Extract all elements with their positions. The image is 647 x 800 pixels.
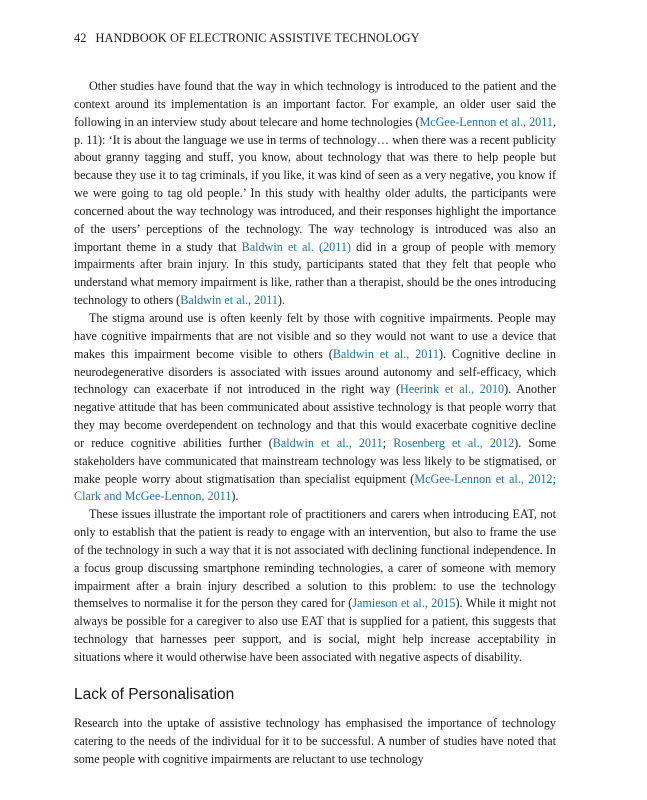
text-run: ; bbox=[382, 435, 394, 450]
citation-link[interactable]: McGee-Lennon et al., 2012; Clark and McGee-Lennon, 2011 bbox=[74, 471, 556, 504]
citation-link[interactable]: Baldwin et al. (2011) bbox=[241, 239, 351, 254]
text-run: The stigma around use is often keenly felt by those with cognitive impairments. People may have cognitive impairments that are not visible and so they would not want to use a device that makes this impairment become visible to others ( bbox=[74, 310, 556, 361]
text-run: Other studies have found that the way in which technology is introduced to the patient and the context around its implementation is an important factor. For example, an older user said the following in an interview study about telecare and home technologies ( bbox=[74, 79, 556, 129]
citation-link[interactable]: Jamieson et al., 2015 bbox=[352, 596, 456, 611]
citation-link[interactable]: Rosenberg et al., 2012 bbox=[393, 435, 515, 450]
citation-link[interactable]: McGee-Lennon et al., 2011 bbox=[419, 114, 553, 129]
text-run: , p. 11): ‘It is about the language we use in terms of technology… when there was a recent publicity about granny tagging and stuff, you know, about technology that was there to help people but because they use it to tag criminals, if you like, it was kind of seen as a very negative, you know if we were going to tag old people.’ In this study with healthy older adults, the participants were concerned about the way technology was introduced, and their responses highlight the importance of the users’ perceptions of the technology. The way technology is introduced was also an important theme in a study that bbox=[74, 114, 556, 254]
section-heading: Lack of Personalisation bbox=[74, 685, 235, 703]
text-run: These issues illustrate the important role of practitioners and carers when introducing EAT, not only to establish that the patient is ready to engage with an intervention, but also to frame the use of the technology in such a way that it is not associated with declining functional independence. In a focus group discussing smartphone reminding technologies, a carer of someone with memory impairment after a brain injury described a solution to this problem: to use the technology themselves to normalise it for the person they cared for ( bbox=[74, 507, 556, 611]
book-title: HANDBOOK OF ELECTRONIC ASSISTIVE TECHNOLOGY bbox=[95, 31, 420, 45]
text-run: ). bbox=[277, 293, 285, 308]
text-run: ). Another negative attitude that has been communicated about assistive technology is that people worry that they may become overdependent on technology and that this would exacerbate cognitive decline or reduce cognitive abilities further ( bbox=[74, 382, 556, 450]
text-run: did in a group of people with memory impairments after brain injury. In this study, participants stated that they felt that people who understand what memory impairment is like, rather than a therapist, should be the ones introducing technology to others ( bbox=[74, 239, 557, 308]
citation-link[interactable]: Baldwin et al., 2011 bbox=[272, 435, 383, 450]
paragraph-3 bbox=[74, 506, 556, 667]
body-text bbox=[74, 78, 556, 768]
paragraph-2 bbox=[74, 310, 556, 506]
text-run: ). Some stakeholders have communicated that mainstream technology was less likely to be stigmatised, or make people worry about stigmatisation than specialist equipment ( bbox=[74, 435, 557, 486]
citation-link[interactable]: Baldwin et al., 2011 bbox=[332, 346, 439, 361]
running-head bbox=[74, 31, 420, 46]
citation-link[interactable]: Baldwin et al., 2011 bbox=[180, 293, 278, 308]
text-run: ). bbox=[231, 489, 239, 504]
citation-link[interactable]: Heerink et al., 2010 bbox=[400, 382, 505, 397]
text-run: ). While it might not always be possible for a caregiver to also use EAT that is supplied for a patient, this suggests that technology that harnesses peer support, and is social, might help increase acceptability in situations where it would otherwise have been associated with negative aspects of disability. bbox=[74, 596, 556, 664]
page-number: 42 bbox=[74, 31, 87, 45]
text-run: ). Cognitive decline in neurodegenerative disorders is associated with issues around autonomy and self-efficacy, which technology can exacerbate if not introduced in the right way ( bbox=[74, 346, 556, 397]
paragraph-1 bbox=[74, 78, 556, 310]
paragraph-4: Research into the uptake of assistive technology has emphasised the importance of technology catering to the needs of the individual for it to be successful. A number of studies have noted that some people with cognitive impairments are reluctant to use technology bbox=[74, 715, 556, 766]
